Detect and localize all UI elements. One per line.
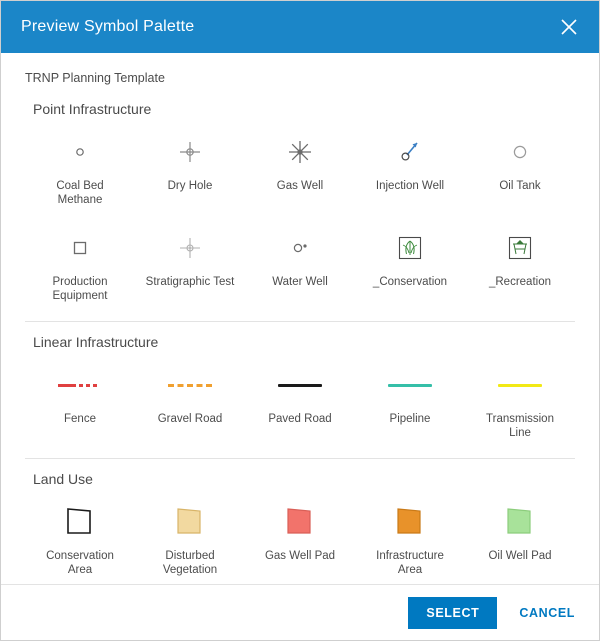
symbol-label: Oil Tank: [499, 180, 541, 192]
section-divider: [25, 458, 575, 459]
symbol-label: Paved Road: [268, 413, 332, 425]
symbol-item-fence[interactable]: [25, 356, 135, 450]
arrow-into-well-icon: [380, 131, 440, 173]
symbol-item-disturbed-vegetation[interactable]: [135, 493, 245, 584]
symbol-grid: [25, 123, 575, 313]
symbol-label: Production Equipment: [52, 276, 108, 302]
symbol-item-gravel-road[interactable]: [135, 356, 245, 450]
dialog-title: Preview Symbol Palette: [21, 18, 195, 35]
symbol-label: _Recreation: [488, 276, 551, 288]
polygon-fill-icon: [160, 501, 220, 543]
select-button[interactable]: SELECT: [408, 597, 497, 629]
starburst-icon: [270, 131, 330, 173]
section-title: Point Infrastructure: [33, 101, 152, 117]
polygon-fill-icon: [270, 501, 330, 543]
template-name: TRNP Planning Template: [25, 71, 165, 85]
symbol-label: _Conservation: [372, 276, 448, 288]
dialog-body: [1, 53, 599, 584]
polygon-fill-icon: [380, 501, 440, 543]
symbol-label: Gas Well: [276, 180, 324, 192]
symbol-item-oil-well-pad[interactable]: [465, 493, 575, 584]
symbol-grid: [25, 356, 575, 450]
solid-line-icon: [380, 364, 440, 406]
close-icon[interactable]: [555, 13, 583, 41]
dashed-line-icon: [160, 364, 220, 406]
symbol-item-stratigraphic-test[interactable]: [135, 219, 245, 313]
section-title: Land Use: [33, 471, 93, 487]
symbol-item-recreation[interactable]: [465, 219, 575, 313]
symbol-item-oil-tank[interactable]: [465, 123, 575, 217]
polygon-fill-icon: [490, 501, 550, 543]
small-circle-outline-icon: [50, 131, 110, 173]
symbol-item-coal-bed-methane[interactable]: [25, 123, 135, 217]
cross-dots-icon: [160, 227, 220, 269]
circle-outline-icon: [490, 131, 550, 173]
solid-line-icon: [270, 364, 330, 406]
symbol-label: Stratigraphic Test: [145, 276, 235, 288]
cancel-button[interactable]: CANCEL: [515, 597, 579, 629]
symbol-item-production-equipment[interactable]: [25, 219, 135, 313]
symbol-item-paved-road[interactable]: [245, 356, 355, 450]
symbol-label: Oil Well Pad: [488, 550, 552, 562]
dash-dot-line-icon: [50, 364, 110, 406]
symbol-item-dry-hole[interactable]: [135, 123, 245, 217]
section-divider: [25, 321, 575, 322]
section-linear-infrastructure: [1, 328, 599, 450]
symbol-item-injection-well[interactable]: [355, 123, 465, 217]
symbol-item-water-well[interactable]: [245, 219, 355, 313]
cross-with-dot-icon: [160, 131, 220, 173]
conservation-tree-icon: [380, 227, 440, 269]
symbol-item-transmission-line[interactable]: [465, 356, 575, 450]
symbol-label: Water Well: [272, 276, 328, 288]
symbol-item-conservation[interactable]: [355, 219, 465, 313]
symbol-item-gas-well-pad[interactable]: [245, 493, 355, 584]
symbol-label: Coal Bed Methane: [56, 180, 104, 206]
symbol-item-pipeline[interactable]: [355, 356, 465, 450]
dialog-footer: [1, 584, 599, 640]
section-land-use: [1, 465, 599, 584]
symbol-label: Gas Well Pad: [264, 550, 336, 562]
symbol-label: Conservation Area: [46, 550, 114, 576]
symbol-item-gas-well[interactable]: [245, 123, 355, 217]
symbol-label: Injection Well: [375, 180, 445, 192]
section-point-infrastructure: [1, 95, 599, 313]
symbol-label: Dry Hole: [167, 180, 213, 192]
polygon-outline-icon: [50, 501, 110, 543]
symbol-label: Pipeline: [389, 413, 431, 425]
symbol-label: Gravel Road: [157, 413, 223, 425]
square-outline-icon: [50, 227, 110, 269]
symbol-item-infrastructure-area[interactable]: [355, 493, 465, 584]
dialog-titlebar: [1, 1, 599, 53]
symbol-label: Transmission Line: [486, 413, 554, 439]
solid-line-icon: [490, 364, 550, 406]
symbol-grid: [25, 493, 575, 584]
symbol-item-conservation-area[interactable]: [25, 493, 135, 584]
symbol-label: Disturbed Vegetation: [162, 550, 218, 576]
circle-with-dot-icon: [270, 227, 330, 269]
section-title: Linear Infrastructure: [33, 334, 159, 350]
recreation-picnic-icon: [490, 227, 550, 269]
symbol-label: Infrastructure Area: [376, 550, 444, 576]
symbol-label: Fence: [64, 413, 96, 425]
